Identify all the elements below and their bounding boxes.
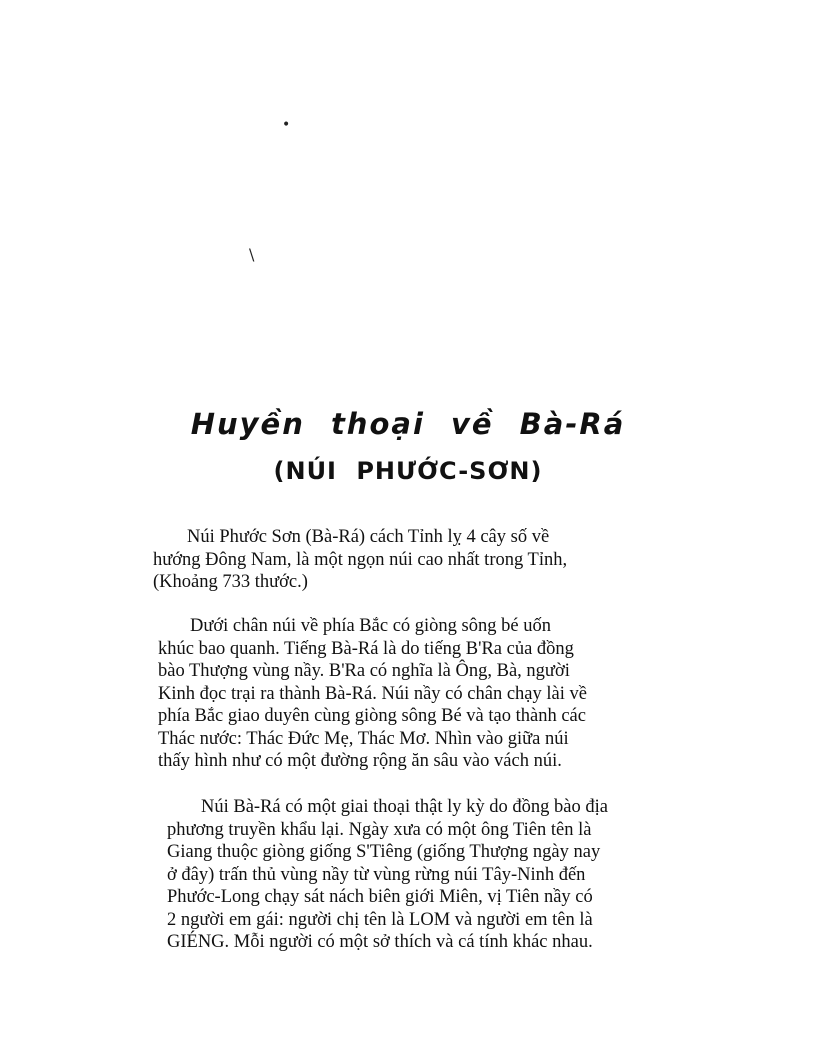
scan-speck-slash: \ bbox=[249, 245, 255, 264]
text-line: Phước-Long chạy sát nách biên giới Miên, vị Tiên nầy có bbox=[167, 887, 593, 907]
text-line: Dưới chân núi về phía Bắc có giòng sông bé uốn bbox=[190, 616, 551, 636]
page-title: Huyền thoại về Bà-Rá bbox=[190, 407, 626, 441]
scan-speck-dot: • bbox=[282, 117, 291, 133]
page-subtitle: (NÚI PHƯỚC-SƠN) bbox=[273, 457, 543, 485]
text-line: hướng Đông Nam, là một ngọn núi cao nhất trong Tỉnh, bbox=[153, 549, 568, 570]
text-line: Kinh đọc trại ra thành Bà-Rá. Núi nầy có chân chạy lài về bbox=[158, 683, 587, 704]
paragraph-1 bbox=[153, 526, 677, 594]
text-line: bào Thượng vùng nầy. B'Ra có nghĩa là Ông, Bà, người bbox=[158, 661, 570, 681]
text-line: phương truyền khẩu lại. Ngày xưa có một ông Tiên tên là bbox=[167, 819, 592, 840]
text-line: khúc bao quanh. Tiếng Bà-Rá là do tiếng B'Ra của đồng bbox=[158, 638, 574, 659]
text-line: Thác nước: Thác Đức Mẹ, Thác Mơ. Nhìn vào giữa núi bbox=[158, 728, 569, 749]
text-line: 2 người em gái: người chị tên là LOM và người em tên là bbox=[167, 909, 593, 930]
text-line: Núi Bà-Rá có một giai thoại thật ly kỳ do đồng bào địa bbox=[201, 797, 608, 817]
text-line: GIÉNG. Mỗi người có một sở thích và cá tính khác nhau. bbox=[167, 932, 593, 952]
text-line: phía Bắc giao duyên cùng giòng sông Bé và tạo thành các bbox=[158, 706, 586, 726]
text-line: (Khoảng 733 thước.) bbox=[153, 572, 308, 592]
paragraph-2 bbox=[158, 615, 688, 773]
text-line: thấy hình như có một đường rộng ăn sâu vào vách núi. bbox=[158, 751, 562, 771]
paragraph-3 bbox=[167, 796, 697, 954]
text-line: Giang thuộc giòng giống S'Tiêng (giống Thượng ngày nay bbox=[167, 842, 601, 862]
text-line: ở đây) trấn thủ vùng nầy từ vùng rừng núi Tây-Ninh đến bbox=[167, 864, 586, 885]
text-line: Núi Phước Sơn (Bà-Rá) cách Tỉnh lỵ 4 cây số về bbox=[187, 527, 550, 547]
